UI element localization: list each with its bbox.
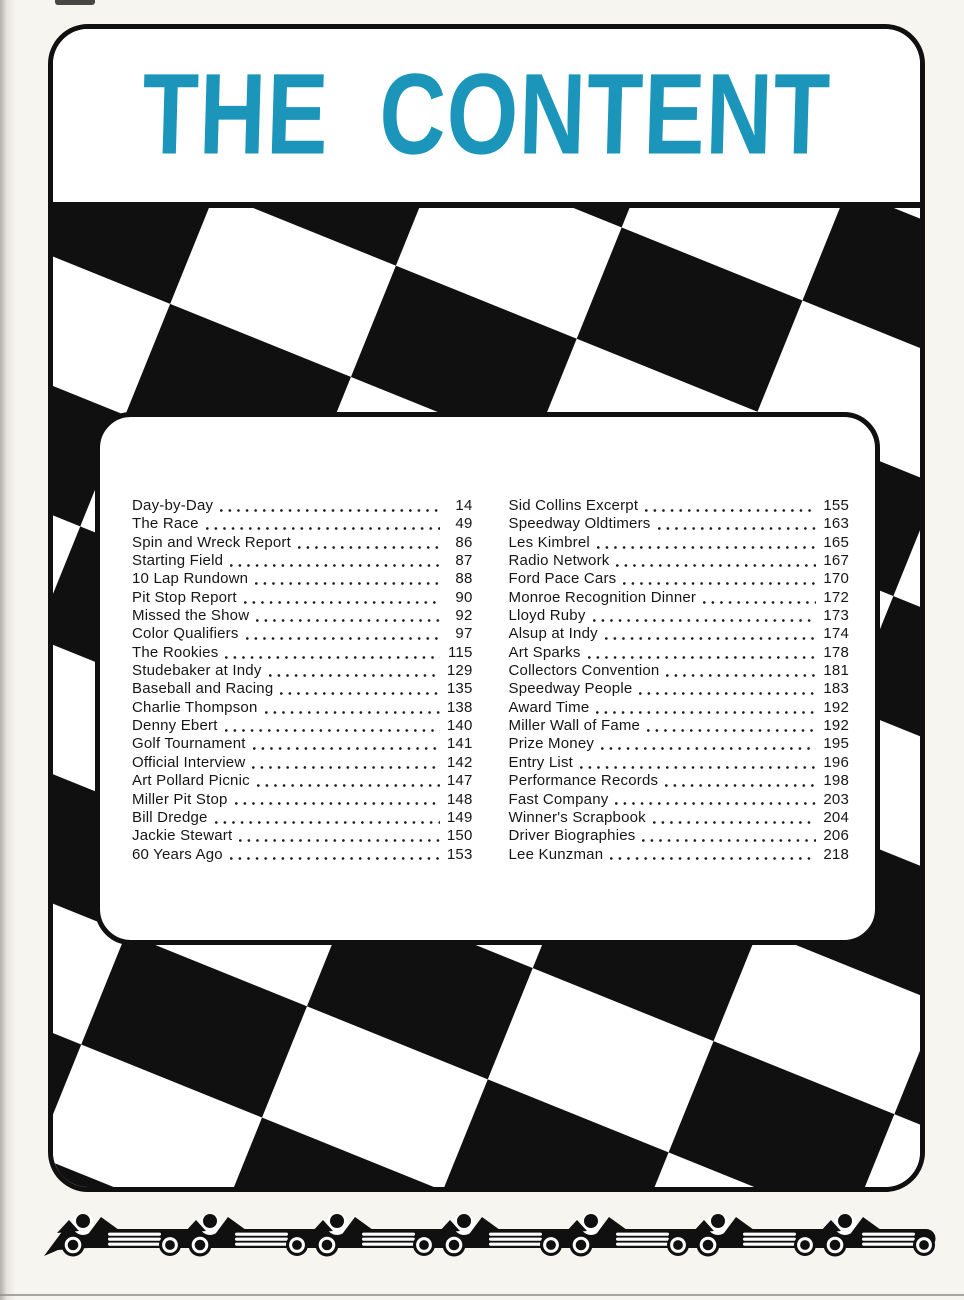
toc-entry-page: 86 <box>455 533 473 551</box>
toc-entry-label: Monroe Recognition Dinner <box>508 588 697 606</box>
toc-entry <box>509 754 850 772</box>
toc-entry-page: 203 <box>823 790 849 808</box>
toc-entry-label: Art Pollard Picnic <box>132 772 250 790</box>
toc-entry <box>132 515 473 533</box>
toc-entry-label: Alsup at Indy <box>508 625 598 643</box>
toc-leader-dots <box>623 582 816 585</box>
toc-leader-dots <box>596 711 816 714</box>
toc-entry-label: Performance Records <box>508 772 659 790</box>
toc-entry-page: 178 <box>823 643 849 661</box>
toc-entry-label: Lloyd Ruby <box>508 607 586 625</box>
toc-entry-page: 149 <box>446 808 473 826</box>
toc-entry-page: 92 <box>455 607 473 625</box>
toc-entry-page: 192 <box>823 717 849 735</box>
toc-entry <box>509 589 850 607</box>
toc-entry-label: Les Kimbrel <box>508 533 590 551</box>
toc-entry-label: Missed the Show <box>132 607 250 625</box>
toc-entry <box>132 772 473 790</box>
toc-entry <box>509 534 850 552</box>
toc-entry <box>132 717 473 735</box>
toc-entry <box>132 607 473 625</box>
toc-entry <box>132 680 473 698</box>
toc-leader-dots <box>225 729 440 732</box>
toc-leader-dots <box>639 692 816 695</box>
toc-entry-label: Golf Tournament <box>132 735 246 753</box>
toc-entry-label: Sid Collins Excerpt <box>508 497 639 514</box>
toc-leader-dots <box>642 839 816 842</box>
toc-entry-page: 195 <box>823 735 849 753</box>
page-frame <box>48 24 925 1192</box>
toc-entry-page: 192 <box>823 698 849 716</box>
toc-entry-label: Fast Company <box>508 790 609 808</box>
toc-leader-dots <box>658 527 817 530</box>
toc-leader-dots <box>220 509 439 512</box>
toc-entry-label: The Rookies <box>132 643 219 661</box>
toc-leader-dots <box>601 747 816 750</box>
toc-entry-page: 206 <box>823 827 849 845</box>
toc-entry-page: 97 <box>455 625 473 643</box>
scan-smudge <box>55 0 95 5</box>
toc-entry-label: Color Qualifiers <box>132 625 239 643</box>
toc-entry <box>509 515 850 533</box>
toc-entry <box>132 699 473 717</box>
toc-entry-page: 204 <box>823 808 849 826</box>
toc-entry-page: 115 <box>447 643 473 661</box>
toc-entry <box>132 791 473 809</box>
toc-leader-dots <box>605 637 816 640</box>
toc-entry-page: 183 <box>823 680 849 698</box>
toc-leader-dots <box>235 802 440 805</box>
toc-entry-label: The Race <box>132 515 199 533</box>
toc-entry-label: Award Time <box>508 698 590 716</box>
toc-entry <box>509 552 850 570</box>
page-title: THE CONTENT <box>140 49 833 179</box>
toc-entry-label: Official Interview <box>132 753 246 771</box>
toc-entry-label: 60 Years Ago <box>132 845 223 863</box>
toc-entry-label: 10 Lap Rundown <box>132 570 249 588</box>
toc-entry-page: 141 <box>446 735 473 753</box>
toc-entry-page: 49 <box>455 515 473 533</box>
toc-entry <box>132 827 473 845</box>
toc-leader-dots <box>246 637 440 640</box>
toc-entry-label: Jackie Stewart <box>132 827 233 845</box>
toc-entry <box>509 827 850 845</box>
toc-entry-page: 14 <box>455 497 473 514</box>
toc-leader-dots <box>610 857 816 860</box>
toc-leader-dots <box>252 766 439 769</box>
toc-entry-page: 129 <box>446 662 473 680</box>
contents-card <box>95 412 880 945</box>
toc-leader-dots <box>206 527 440 530</box>
toc-entry-page: 181 <box>823 662 849 680</box>
toc-entry-page: 88 <box>455 570 473 588</box>
toc-leader-dots <box>257 784 440 787</box>
toc-entry <box>132 809 473 827</box>
toc-entry-label: Day-by-Day <box>132 497 214 514</box>
toc-entry-label: Studebaker at Indy <box>132 662 262 680</box>
toc-entry-page: 198 <box>823 772 849 790</box>
contents-column-left <box>132 497 473 864</box>
toc-entry-page: 218 <box>823 845 849 863</box>
toc-leader-dots <box>616 564 816 567</box>
toc-leader-dots <box>230 564 439 567</box>
toc-leader-dots <box>666 674 816 677</box>
toc-entry <box>509 662 850 680</box>
toc-entry <box>509 625 850 643</box>
toc-entry <box>509 570 850 588</box>
toc-entry-page: 163 <box>823 515 849 533</box>
toc-entry-label: Speedway People <box>508 680 633 698</box>
toc-entry-label: Miller Wall of Fame <box>508 717 641 735</box>
toc-entry-label: Denny Ebert <box>132 717 218 735</box>
toc-entry-page: 138 <box>446 698 473 716</box>
toc-entry-label: Winner's Scrapbook <box>508 808 646 826</box>
toc-entry-label: Charlie Thompson <box>132 698 258 716</box>
toc-leader-dots <box>244 601 440 604</box>
toc-leader-dots <box>256 619 439 622</box>
toc-entry <box>132 846 473 864</box>
toc-entry-page: 90 <box>455 588 473 606</box>
toc-entry-label: Prize Money <box>508 735 595 753</box>
toc-entry <box>132 552 473 570</box>
race-car-border-icon <box>42 1212 942 1258</box>
toc-entry-label: Pit Stop Report <box>132 588 237 606</box>
toc-entry <box>509 607 850 625</box>
toc-entry <box>132 534 473 552</box>
toc-entry-page: 172 <box>823 588 849 606</box>
page-binding-shadow <box>0 0 16 1300</box>
toc-entry-label: Baseball and Racing <box>132 680 274 698</box>
toc-entry <box>132 644 473 662</box>
toc-entry <box>132 754 473 772</box>
toc-entry-page: 148 <box>446 790 473 808</box>
toc-entry-page: 150 <box>446 827 473 845</box>
contents-column-right <box>509 497 850 864</box>
toc-leader-dots <box>225 656 439 659</box>
toc-entry <box>509 680 850 698</box>
toc-entry <box>509 791 850 809</box>
toc-entry <box>509 497 850 515</box>
toc-entry-label: Lee Kunzman <box>508 845 604 863</box>
toc-leader-dots <box>255 582 439 585</box>
toc-entry <box>509 846 850 864</box>
toc-leader-dots <box>647 729 816 732</box>
toc-entry-page: 170 <box>823 570 849 588</box>
toc-entry <box>509 644 850 662</box>
toc-entry <box>132 662 473 680</box>
toc-leader-dots <box>653 821 816 824</box>
toc-entry-label: Collectors Convention <box>508 662 660 680</box>
toc-entry <box>132 589 473 607</box>
scan-edge-line <box>0 1294 964 1296</box>
toc-entry-label: Miller Pit Stop <box>132 790 228 808</box>
toc-leader-dots <box>703 601 816 604</box>
toc-leader-dots <box>269 674 440 677</box>
toc-leader-dots <box>280 692 439 695</box>
toc-leader-dots <box>580 766 816 769</box>
toc-entry-page: 142 <box>446 753 473 771</box>
toc-entry <box>132 570 473 588</box>
toc-entry-label: Starting Field <box>132 552 224 570</box>
toc-entry-label: Entry List <box>508 753 574 771</box>
toc-entry-page: 87 <box>455 552 473 570</box>
toc-entry-label: Spin and Wreck Report <box>132 533 291 551</box>
toc-leader-dots <box>215 821 440 824</box>
toc-entry-label: Radio Network <box>508 552 610 570</box>
toc-leader-dots <box>597 546 816 549</box>
toc-entry <box>509 717 850 735</box>
toc-leader-dots <box>665 784 816 787</box>
toc-entry <box>132 497 473 515</box>
toc-entry-page: 135 <box>446 680 473 698</box>
contents-columns <box>132 497 849 864</box>
toc-entry-page: 174 <box>823 625 849 643</box>
toc-entry-label: Speedway Oldtimers <box>508 515 651 533</box>
toc-entry-page: 196 <box>823 753 849 771</box>
toc-entry <box>509 735 850 753</box>
toc-entry <box>509 699 850 717</box>
toc-entry-page: 167 <box>823 552 849 570</box>
title-band <box>53 29 920 208</box>
toc-entry-page: 153 <box>446 845 473 863</box>
toc-entry-page: 165 <box>823 533 849 551</box>
toc-leader-dots <box>588 656 816 659</box>
toc-entry-page: 173 <box>823 607 849 625</box>
toc-entry-label: Ford Pace Cars <box>508 570 617 588</box>
toc-entry-page: 140 <box>446 717 473 735</box>
toc-entry <box>132 735 473 753</box>
toc-leader-dots <box>239 839 439 842</box>
toc-leader-dots <box>645 509 816 512</box>
toc-leader-dots <box>615 802 816 805</box>
toc-entry-label: Art Sparks <box>508 643 581 661</box>
toc-leader-dots <box>230 857 440 860</box>
toc-entry-page: 147 <box>446 772 473 790</box>
toc-entry-label: Driver Biographies <box>508 827 636 845</box>
toc-leader-dots <box>253 747 440 750</box>
toc-entry <box>509 772 850 790</box>
toc-entry <box>509 809 850 827</box>
toc-leader-dots <box>298 546 440 549</box>
toc-entry-page: 155 <box>823 497 849 514</box>
toc-entry <box>132 625 473 643</box>
race-car-border <box>42 1212 942 1258</box>
toc-leader-dots <box>265 711 440 714</box>
toc-leader-dots <box>593 619 816 622</box>
toc-entry-label: Bill Dredge <box>132 808 208 826</box>
